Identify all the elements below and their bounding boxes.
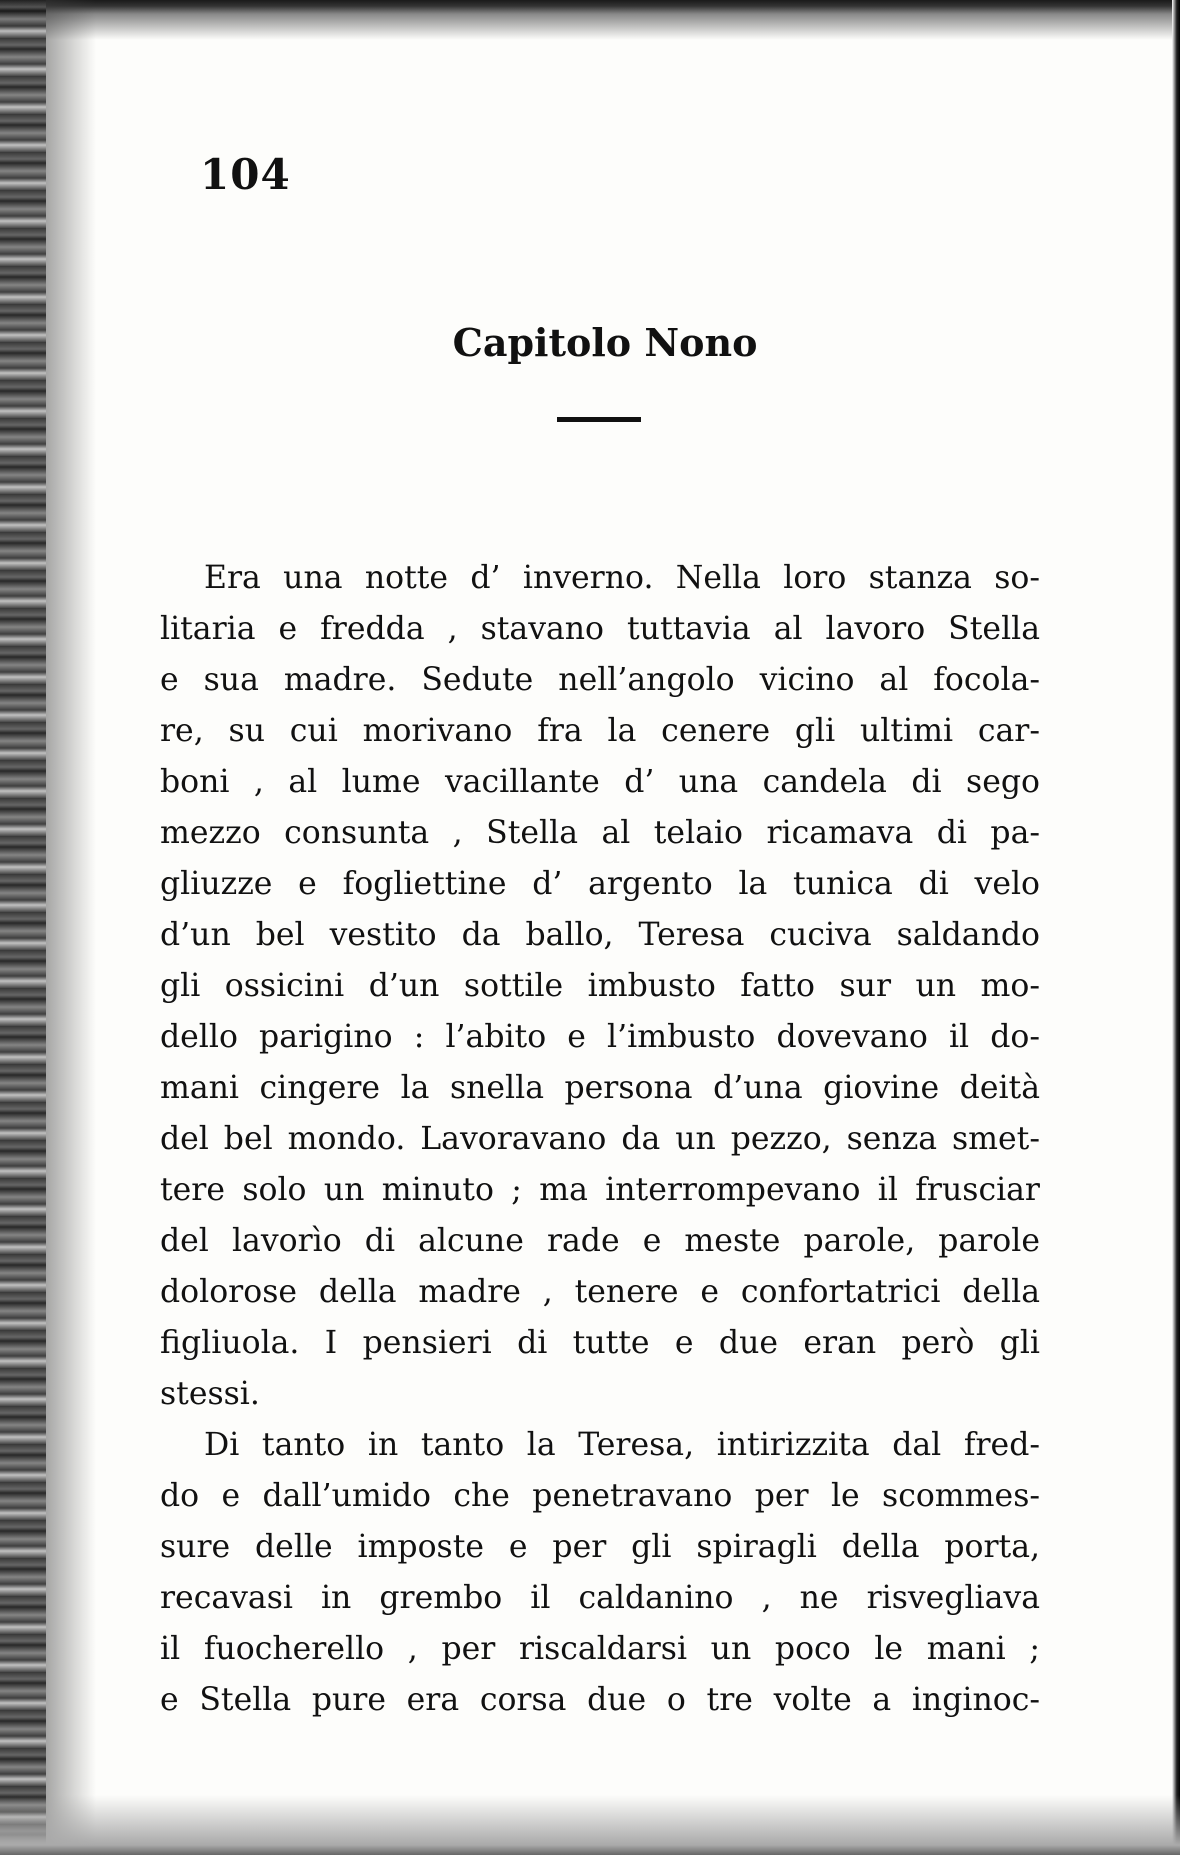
chapter-title: Capitolo Nono — [452, 320, 758, 365]
title-rule-divider — [557, 417, 641, 422]
text-line: figliuola. I pensieri di tutte e due eran però gli — [160, 1325, 1040, 1361]
scan-edge-right — [1172, 0, 1180, 1855]
text-line: do e dall’umido che penetravano per le scommes- — [160, 1478, 1040, 1514]
body-text — [160, 553, 1040, 1726]
text-line: mezzo consunta , Stella al telaio ricamava di pa- — [160, 815, 1040, 851]
scan-edge-left-shadow — [46, 0, 96, 1855]
paragraph-1 — [160, 553, 1040, 1420]
text-line: e sua madre. Sedute nell’angolo vicino al focola- — [160, 662, 1040, 698]
text-line: il fuocherello , per riscaldarsi un poco le mani ; — [160, 1631, 1040, 1667]
text-line: re, su cui morivano fra la cenere gli ultimi car- — [160, 713, 1040, 749]
text-line: mani cingere la snella persona d’una giovine deità — [160, 1070, 1040, 1106]
text-line: sure delle imposte e per gli spiragli della porta, — [160, 1529, 1040, 1565]
text-line: del lavorìo di alcune rade e meste parole, parole — [160, 1223, 1040, 1259]
text-line: del bel mondo. Lavoravano da un pezzo, senza smet- — [160, 1121, 1040, 1157]
text-line: litaria e fredda , stavano tuttavia al lavoro Stella — [160, 611, 1040, 647]
text-line: recavasi in grembo il caldanino , ne risvegliava — [160, 1580, 1040, 1616]
page-number: 104 — [200, 150, 291, 199]
text-line: stessi. — [160, 1376, 260, 1412]
text-line: dolorose della madre , tenere e confortatrici della — [160, 1274, 1040, 1310]
scan-edge-left — [0, 0, 46, 1855]
text-line: Era una notte d’ inverno. Nella loro stanza so- — [204, 560, 1040, 596]
text-line: gli ossicini d’un sottile imbusto fatto sur un mo- — [160, 968, 1040, 1004]
text-line: Di tanto in tanto la Teresa, intirizzita dal fred- — [204, 1427, 1040, 1463]
text-line: boni , al lume vacillante d’ una candela di sego — [160, 764, 1040, 800]
text-line: e Stella pure era corsa due o tre volte a inginoc- — [160, 1682, 1040, 1718]
text-line: tere solo un minuto ; ma interrompevano il frusciar — [160, 1172, 1040, 1208]
text-line: dello parigino : l’abito e l’imbusto dovevano il do- — [160, 1019, 1040, 1055]
scan-edge-bottom — [0, 1795, 1180, 1855]
text-line: d’un bel vestito da ballo, Teresa cuciva saldando — [160, 917, 1040, 953]
scan-edge-top — [0, 0, 1180, 40]
text-line: gliuzze e fogliettine d’ argento la tunica di velo — [160, 866, 1040, 902]
paragraph-2 — [160, 1420, 1040, 1726]
